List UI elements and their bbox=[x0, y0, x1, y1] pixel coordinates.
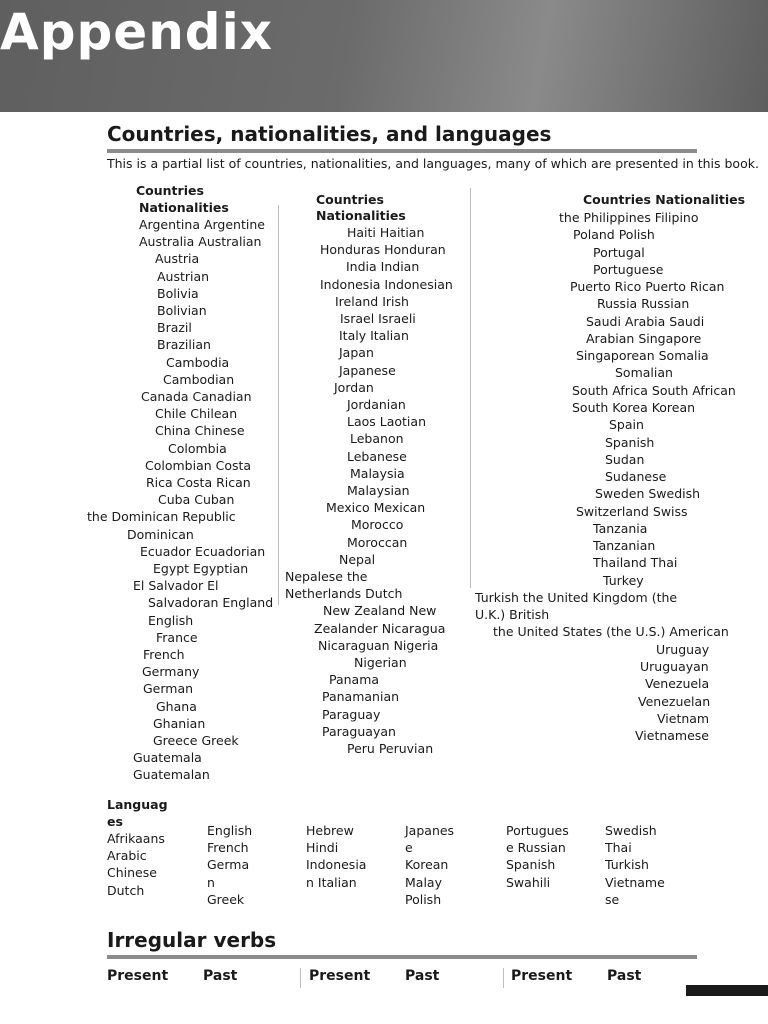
language-item: English bbox=[207, 823, 253, 838]
language-item: Hebrew bbox=[306, 823, 354, 838]
country-entry: Ghanian bbox=[153, 715, 206, 731]
country-entry: Bolivian bbox=[157, 303, 207, 318]
country-entry: China Chinese bbox=[155, 423, 245, 439]
country-entry: Jordanian bbox=[347, 397, 406, 412]
country-entry: Singaporean Somalia bbox=[576, 348, 709, 364]
country-entry: German bbox=[143, 681, 194, 697]
country-entry: France bbox=[156, 629, 198, 645]
country-entry: Saudi Arabia Saudi bbox=[586, 313, 705, 329]
country-entry: English bbox=[148, 612, 194, 628]
country-entry: the United States (the U.S.) American bbox=[493, 624, 729, 640]
column-header: Nationalities bbox=[316, 208, 406, 223]
language-item: French bbox=[207, 840, 249, 856]
language-item: n Italian bbox=[306, 874, 357, 890]
country-entry: Cambodian bbox=[163, 371, 235, 387]
language-item: n bbox=[207, 874, 215, 890]
verbs-section-title: Irregular verbs bbox=[107, 928, 277, 952]
country-entry: Israel Israeli bbox=[340, 311, 416, 326]
country-entry: Somalian bbox=[615, 365, 673, 381]
column-header: Countries bbox=[316, 192, 384, 207]
languages-column-1 bbox=[107, 830, 165, 899]
country-entry: Turkey bbox=[603, 572, 644, 588]
column-header: Countries Nationalities bbox=[583, 192, 746, 207]
language-item: e Russian bbox=[506, 840, 566, 856]
column-header: Countries bbox=[136, 183, 204, 198]
country-entry: South Africa South African bbox=[572, 382, 736, 398]
verbs-header-present: Present bbox=[309, 968, 371, 984]
country-entry: Venezuela bbox=[645, 676, 710, 692]
country-entry: Paraguay bbox=[322, 706, 381, 722]
country-entry: Brazilian bbox=[157, 337, 211, 353]
language-item: Vietname bbox=[605, 874, 665, 890]
country-entry: Nepal bbox=[339, 551, 376, 567]
country-entry: Panama bbox=[329, 672, 380, 688]
country-entry: New Zealand New bbox=[323, 603, 437, 619]
country-entry: Ecuador Ecuadorian bbox=[140, 543, 266, 559]
country-entry: Paraguayan bbox=[322, 723, 396, 739]
verbs-header-past: Past bbox=[203, 968, 238, 984]
verbs-header-present: Present bbox=[107, 968, 169, 984]
country-entry: Jordan bbox=[334, 379, 374, 395]
country-entry: Malaysian bbox=[347, 483, 410, 498]
country-entry: Ireland Irish bbox=[335, 293, 409, 309]
language-item: Japanes bbox=[405, 823, 455, 838]
country-entry: Switzerland Swiss bbox=[576, 503, 688, 519]
column-divider bbox=[470, 188, 471, 588]
languages-header bbox=[107, 796, 168, 830]
languages-column-5 bbox=[506, 822, 569, 891]
language-item: Indonesia bbox=[306, 857, 367, 873]
country-entry: Nicaraguan Nigeria bbox=[318, 637, 439, 653]
country-entry: Netherlands Dutch bbox=[285, 586, 403, 602]
country-entry: Ghana bbox=[156, 698, 197, 714]
country-entry: Spain bbox=[609, 417, 644, 433]
language-item: Thai bbox=[605, 840, 632, 856]
country-entry: Bolivia bbox=[157, 285, 199, 301]
country-entry: Austrian bbox=[157, 268, 210, 284]
country-entry: Morocco bbox=[351, 517, 404, 533]
country-entry: El Salvador El bbox=[133, 578, 219, 594]
country-entry: Japan bbox=[339, 345, 374, 361]
country-entry: Sudan bbox=[605, 451, 645, 467]
languages-column-3 bbox=[306, 822, 366, 891]
country-entry: Guatemala bbox=[133, 750, 202, 766]
country-entry: Tanzania bbox=[593, 520, 648, 536]
country-entry: Tanzanian bbox=[593, 538, 656, 554]
country-entry: Italy Italian bbox=[339, 328, 409, 344]
language-item: Arabic bbox=[107, 848, 147, 864]
country-entry: Sudanese bbox=[605, 469, 667, 485]
country-entry: South Korea Korean bbox=[572, 399, 696, 415]
country-entry: Puerto Rico Puerto Rican bbox=[570, 279, 725, 295]
country-entry: Japanese bbox=[339, 362, 396, 378]
language-item: Polish bbox=[405, 891, 442, 907]
country-entry: Sweden Swedish bbox=[595, 486, 701, 502]
page-corner-bar bbox=[686, 985, 768, 996]
country-entry: Vietnamese bbox=[635, 728, 709, 744]
country-entry: Uruguay bbox=[656, 641, 710, 657]
country-entry: Nepalese the bbox=[285, 569, 368, 584]
country-entry: Russia Russian bbox=[597, 296, 690, 312]
languages-header-line: es bbox=[107, 814, 123, 830]
country-entry: Panamanian bbox=[322, 689, 400, 705]
country-entry: Brazil bbox=[157, 320, 192, 336]
country-entry: Portugal bbox=[593, 244, 645, 260]
country-entry: Poland Polish bbox=[573, 227, 655, 243]
language-item: Turkish bbox=[605, 857, 649, 873]
language-item: Malay bbox=[405, 874, 442, 890]
languages-column-6 bbox=[605, 822, 665, 908]
country-entry: Colombian Costa bbox=[145, 457, 252, 473]
header-band bbox=[0, 0, 768, 112]
language-item: Portugues bbox=[506, 823, 569, 838]
country-entry: Salvadoran England bbox=[148, 595, 274, 611]
verbs-divider bbox=[503, 968, 504, 988]
countries-intro: This is a partial list of countries, nationalities, and languages, many of which are presented in this book. bbox=[107, 156, 759, 171]
language-item: se bbox=[605, 891, 620, 907]
verbs-divider bbox=[300, 968, 301, 988]
country-entry: Cambodia bbox=[166, 354, 230, 370]
country-entry: Arabian Singapore bbox=[586, 330, 702, 346]
country-entry: French bbox=[143, 647, 185, 662]
country-entry: Chile Chilean bbox=[155, 406, 238, 422]
language-item: Hindi bbox=[306, 840, 339, 856]
verbs-section-rule bbox=[107, 955, 697, 959]
verbs-header-present: Present bbox=[511, 968, 573, 984]
languages-header-line: Languag bbox=[107, 797, 168, 812]
country-entry: Haiti Haitian bbox=[347, 225, 425, 240]
language-item: Greek bbox=[207, 891, 245, 907]
column-header: Nationalities bbox=[139, 200, 229, 215]
country-entry: Venezuelan bbox=[638, 693, 711, 709]
country-entry: Moroccan bbox=[347, 534, 408, 550]
country-entry: Malaysia bbox=[350, 465, 405, 481]
language-item: Chinese bbox=[107, 865, 157, 881]
country-entry: Lebanese bbox=[347, 448, 407, 464]
country-entry: Laos Laotian bbox=[347, 414, 426, 430]
country-entry: Portuguese bbox=[593, 261, 664, 277]
languages-column-4 bbox=[405, 822, 454, 908]
country-entry: Zealander Nicaragua bbox=[314, 620, 446, 636]
country-entry: the Philippines Filipino bbox=[559, 210, 699, 225]
countries-section-rule bbox=[107, 149, 697, 153]
country-entry: Dominican bbox=[127, 526, 194, 542]
country-entry: Lebanon bbox=[350, 431, 404, 447]
verbs-header-past: Past bbox=[405, 968, 440, 984]
country-entry: Vietnam bbox=[657, 710, 710, 726]
country-entry: Nigerian bbox=[354, 655, 407, 670]
page-title: Appendix bbox=[0, 3, 273, 61]
languages-column-2 bbox=[207, 822, 252, 908]
country-entry: Uruguayan bbox=[640, 659, 709, 675]
country-entry: Australia Australian bbox=[139, 234, 262, 250]
countries-section-title: Countries, nationalities, and languages bbox=[107, 122, 552, 146]
language-item: e bbox=[405, 840, 413, 856]
country-entry: Turkish the United Kingdom (the bbox=[475, 589, 678, 605]
country-entry: Indonesia Indonesian bbox=[320, 276, 453, 292]
language-item: Korean bbox=[405, 857, 449, 873]
country-entry: Mexico Mexican bbox=[326, 500, 426, 516]
country-entry: Greece Greek bbox=[153, 733, 239, 748]
language-item: Afrikaans bbox=[107, 831, 165, 846]
country-entry: Honduras Honduran bbox=[320, 242, 446, 258]
country-entry: Peru Peruvian bbox=[347, 741, 434, 756]
country-entry: Canada Canadian bbox=[141, 389, 252, 404]
country-entry: Austria bbox=[155, 251, 200, 267]
country-entry: the Dominican Republic bbox=[87, 509, 236, 525]
language-item: Spanish bbox=[506, 857, 556, 873]
country-entry: U.K.) British bbox=[475, 607, 550, 623]
country-entry: Argentina Argentine bbox=[139, 217, 265, 232]
country-entry: Cuba Cuban bbox=[158, 492, 235, 508]
language-item: Dutch bbox=[107, 882, 145, 898]
language-item: Swahili bbox=[506, 874, 551, 890]
country-entry: Spanish bbox=[605, 434, 655, 450]
country-entry: Colombia bbox=[168, 440, 227, 456]
country-entry: Germany bbox=[142, 664, 200, 680]
country-entry: India Indian bbox=[346, 259, 420, 275]
language-item: Swedish bbox=[605, 823, 657, 838]
country-entry: Rica Costa Rican bbox=[146, 475, 251, 490]
verbs-header-past: Past bbox=[607, 968, 642, 984]
country-entry: Thailand Thai bbox=[593, 555, 678, 571]
country-entry: Egypt Egyptian bbox=[153, 561, 249, 576]
country-entry: Guatemalan bbox=[133, 767, 210, 783]
language-item: Germa bbox=[207, 857, 250, 873]
column-divider bbox=[278, 205, 279, 605]
